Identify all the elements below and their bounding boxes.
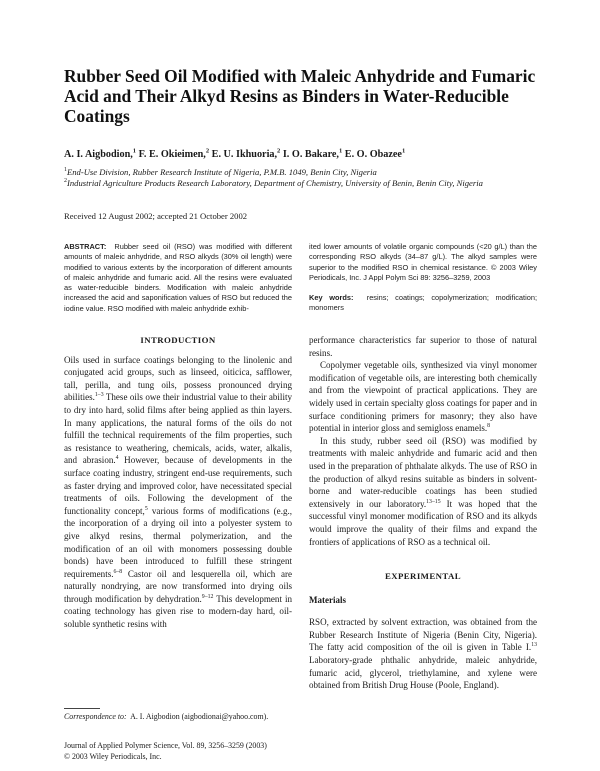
intro-paragraph bbox=[309, 435, 537, 548]
intro-paragraph bbox=[64, 354, 292, 631]
journal-copyright: © 2003 Wiley Periodicals, Inc. bbox=[64, 751, 162, 761]
intro-paragraph bbox=[309, 359, 537, 435]
affiliation bbox=[64, 178, 544, 189]
journal-citation: Journal of Applied Polymer Science, Vol. 89, 3256–3259 (2003) bbox=[64, 741, 267, 750]
footnote-text: A. I. Aigbodion (aigbodionai@yahoo.com). bbox=[130, 712, 269, 721]
body-text: These oils owe their industrial value to their ability to dry into hard, solid films after being applied as thin layers. In many applications, the natural forms of the oils do not fulfill the technical requirements of the film properties, such as resistance to weathering, chemicals, acids, water, alkalis, and abrasion. bbox=[64, 392, 292, 466]
author-list bbox=[64, 148, 544, 161]
affiliation-mark: 1 bbox=[64, 167, 67, 174]
abstract-left bbox=[64, 242, 292, 314]
citation: 9–12 bbox=[201, 593, 214, 600]
body-text: Castor oil and lesquerella oil, which are naturally nondrying, are now transformed into drying oils through modification by dehydration. bbox=[64, 568, 292, 604]
author-affil-mark: 1 bbox=[132, 147, 137, 155]
section-heading-introduction: INTRODUCTION bbox=[140, 335, 216, 345]
citation: 13–15 bbox=[426, 498, 441, 505]
body-text: Copolymer vegetable oils, synthesized via vinyl monomer modification of vegetable oils, are interesting both chemically and from the viewpoint of practical applications. They are widely used in certain specialty gloss coatings for paper and in surface conditioning primers for masonry; they also have potential in interior gloss and semigloss enamels. bbox=[309, 360, 537, 434]
citation: 5 bbox=[144, 505, 148, 512]
body-text: various forms of modifications (e.g., the incorporation of a drying oil into a polyester system to give alkyd resins, thermal polymerization, and the modification of an oil with monomers possessing double bonds) have been introduced to fulfill these stringent requirements. bbox=[64, 505, 292, 579]
author-affil-mark: 2 bbox=[277, 147, 281, 155]
keywords bbox=[309, 293, 537, 314]
right-column bbox=[309, 334, 537, 692]
citation: 6–8 bbox=[113, 568, 123, 575]
body-text: Laboratory-grade phthalic anhydride, maleic anhydride, fumaric acid, glycerol, triethylamine, and xylene were obtained from British Drug House (Poole, England). bbox=[309, 655, 537, 691]
left-column bbox=[64, 334, 292, 631]
body-text: Oils used in surface coatings belonging to the linolenic and conjugated acid groups, such as linseed, oiticica, safflower, tall, perilla, and tung oils, possess pronounced drying abilities. bbox=[64, 354, 292, 403]
journal-info bbox=[64, 741, 324, 762]
intro-paragraph-continued: performance characteristics far superior to those of natural resins. bbox=[309, 335, 537, 358]
section-heading-experimental: EXPERIMENTAL bbox=[385, 571, 461, 582]
keywords-text: resins; coatings; copolymerization; modification; monomers bbox=[309, 293, 538, 313]
body-text: RSO, extracted by solvent extraction, was obtained from the Rubber Research Institute of Nigeria (Benin City, Nigeria). The fatty acid composition of the oil is given in Table I. bbox=[309, 617, 537, 653]
author-affil-mark: 1 bbox=[401, 147, 406, 155]
author-name: F. E. Okieimen, bbox=[138, 149, 206, 160]
affiliation bbox=[64, 167, 544, 178]
affiliation-text: Industrial Agriculture Products Research Laboratory, Department of Chemistry, University of Benin, Benin City, Nigeria bbox=[67, 178, 483, 188]
citation: 4 bbox=[115, 455, 119, 462]
footnote-label: Correspondence to: bbox=[64, 712, 127, 721]
citation: 13 bbox=[531, 642, 537, 649]
author-affil-mark: 1 bbox=[338, 147, 343, 155]
affiliation-mark: 2 bbox=[64, 178, 67, 185]
abstract-right bbox=[309, 242, 537, 314]
body-text: In this study, rubber seed oil (RSO) was modified by treatments with maleic anhydride and fumaric acid and then used in the preparation of phthalate alkyds. The use of RSO in the production of alkyd resins suitable as binders in solvent-borne and water-reducible coatings has been studied extensively in our laboratory. bbox=[309, 435, 537, 509]
subsection-heading-materials: Materials bbox=[309, 594, 346, 605]
author-name: A. I. Aigbodion, bbox=[64, 149, 133, 160]
abstract-text: Rubber seed oil (RSO) was modified with different amounts of maleic anhydride, and RSO alkyds (30% oil length) were modified to various extents by the incorporation of different amounts of maleic anhydride and fumaric acid. All the resins were evaluated as water-reducible binders. Modification with maleic anhydride increased the acid and saponification values of RSO but reduced the iodine value. RSO modified with maleic anhydride exhib- bbox=[64, 242, 293, 313]
body-text: It was hoped that the successful vinyl monomer modification of RSO and its alkyds would improve the quality of their films and expand the frontiers of applications of RSO as a technical oil. bbox=[309, 498, 537, 547]
footnote-rule bbox=[64, 708, 100, 709]
author-name: E. O. Obazee bbox=[344, 149, 402, 160]
abstract-label: ABSTRACT: bbox=[64, 242, 107, 251]
keywords-label: Key words: bbox=[309, 293, 354, 303]
author-affil-mark: 2 bbox=[205, 147, 210, 155]
article-title: Rubber Seed Oil Modified with Maleic Anhydride and Fumaric Acid and Their Alkyd Resins as Binders in Water-Reducible Coatings bbox=[64, 66, 536, 126]
body-text: However, because of developments in the surface coating industry, stringent end-use requirements, such as faster drying and improved color, have necessitated special treatments of oils. Following the development of the functionality concept, bbox=[64, 455, 292, 516]
received-date: Received 12 August 2002; accepted 21 October 2002 bbox=[64, 211, 248, 221]
author-name: E. U. Ikhuoria, bbox=[211, 149, 278, 160]
correspondence-footnote bbox=[64, 712, 292, 723]
body-text: This development in coating technology has given rise to modern-day hard, oil-soluble synthetic resins with bbox=[64, 593, 292, 630]
citation: 8 bbox=[487, 423, 491, 430]
affiliation-text: End-Use Division, Rubber Research Institute of Nigeria, P.M.B. 1049, Benin City, Nigeria bbox=[67, 167, 377, 177]
materials-paragraph bbox=[309, 616, 537, 692]
author-name: I. O. Bakare, bbox=[282, 149, 339, 160]
citation: 1–3 bbox=[94, 392, 104, 399]
abstract-text-continued: ited lower amounts of volatile organic compounds (<20 g/L) than the corresponding RSO alkyds (34–87 g/L). The alkyd samples were superior to the modified RSO in chemical resistance. © 2003 Wiley Periodicals, Inc. J Appl Polym Sci 89: 3256–3259, 2003 bbox=[309, 242, 537, 282]
